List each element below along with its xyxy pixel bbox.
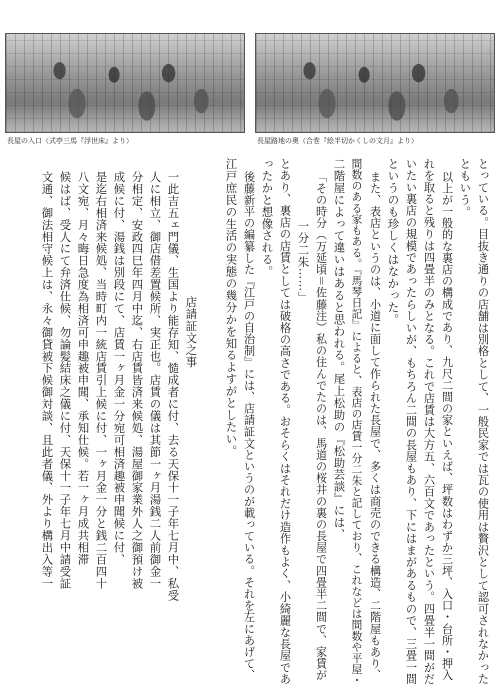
caption-left: 長屋の入口（式亭三馬『浮世床』より） (7, 137, 133, 145)
text-column-15: 江戸庶民の生活の実態の幾分かを知るよすがとしたい。 (224, 158, 239, 457)
text-column-21: 是迄右相済来候処、当時町内一統店賃引上候に付、一ヶ月金一分と銭二百四十 (94, 171, 109, 590)
text-column-18: 人に相立、御店借差置候所、実正也。店賃の儀は其節一ヶ月湯銭二人前御金一 (148, 171, 163, 590)
text-column-24: 文通、御法相守候上は、永々御貸被下候御対談、且此者儀、外より構出入等一 (40, 171, 55, 590)
text-column-8: 間数のある家もある。『馬琴日記』によると、表店の店賃一分二朱と記しており、これなどは間数や平屋・ (350, 158, 364, 686)
text-column-19: 分相定、安政四巳年四月中迄、右店賃皆済来候処、湯屋御家業外人之御預け被 (130, 171, 145, 590)
text-column-14: 後藤新平の編纂した『江戸の自治制』には、店請証文というのが載っている。それを左にあげて、 (242, 171, 256, 681)
text-column-5: いたい裏店の規模であったらしいが、もちろん二間の長屋もあり、下にはまがあるもので、三畳一間 (404, 158, 418, 685)
text-column-17: 一此吉五ェ門儀、生国より能存知、慥成者に付、去る天保十一子年七月中、私受 (166, 171, 181, 602)
text-column-9: 二階屋によって違いはあると思われる。尾上松助の『松助芸談』には、 (332, 158, 347, 541)
caption-right: 長屋路地の奥（合巻『絵半切かくしの文月』より） (257, 137, 418, 145)
text-column-1: とっている。目抜き通りの店舗は別格として、一般民家では瓦の使用は贅沢として認可されなかった (476, 158, 490, 685)
text-column-22: 八文宛、月々晦日急度為相済可申趣被申聞、承知仕候。若一ヶ月成共相滞 (76, 171, 91, 566)
text-column-20: 成候に付、湯銭は別段にて、店賃一ヶ月金一分宛可相済趣被申聞候に付、 (112, 171, 127, 566)
text-column-7: また、表店というのは、小道に面して作られた長屋で、多くは商売のできる構造、二階屋もあり、 (368, 171, 382, 681)
illustration-nagaya-entrance (5, 33, 245, 133)
text-column-3: 以上が一般的な裏店の構成であり、九尺二間の家といえば、坪数はわずか三坪、入口・台所・押入 (440, 171, 454, 681)
text-column-23: 候はば、受人にて弁済仕候、勿論髪結床之儀に付、天保十一子年七月中請受証 (58, 171, 73, 590)
text-column-13: ったかと想像される。 (260, 158, 275, 278)
illustration-nagaya-alley (255, 33, 495, 133)
text-column-4: れを取ると残りは四畳半のみとなる。これで店賃は大方五、六百文であったという。四畳半一間がだ (422, 158, 436, 685)
text-column-12: とあり、裏店の店賃としては破格の高さである。おそらくはそれだけ造作もよく、小綺麗な長屋であ (278, 158, 292, 685)
text-column-6: というのも珍しくはなかった。 (386, 158, 401, 326)
text-column-10: 「その時分（万延頃＝佐藤注）私の住んでたのは、馬道の桜井の裏の長屋で四畳半二間で、家賃が (314, 171, 328, 681)
text-column-2: ともいう。 (458, 158, 473, 218)
document-heading: 店請証文之事 (184, 296, 199, 368)
text-column-11: 一分二朱……」 (296, 220, 311, 304)
